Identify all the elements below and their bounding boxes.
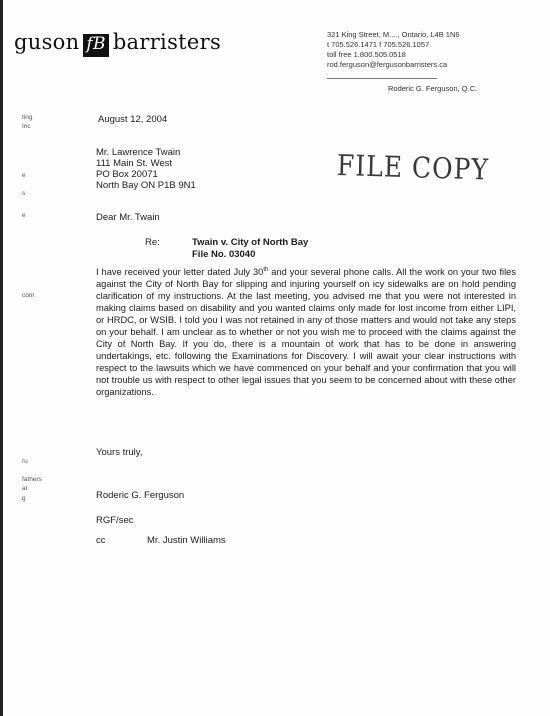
margin-note: g <box>22 495 26 502</box>
margin-note: e <box>22 172 26 179</box>
body-paragraph <box>96 266 516 398</box>
margin-note: ru <box>22 458 28 465</box>
re-file-number: File No. 03040 <box>192 249 256 260</box>
logo-text-right: barristers <box>112 30 222 54</box>
email-line: rod.ferguson@fergusonbarristers.ca <box>327 60 448 69</box>
firm-address <box>327 30 460 70</box>
margin-note: ting <box>22 114 33 121</box>
body-text-rest: and your several phone calls. All the work on your two files against the City of North Bay for slipping and injuring yourself on icy sidewalks are on hold pending clarification of my instructions. At the last meeting, you advised me that you were not interested in making claims based on disability and you wanted claims only made for lost income from either LIPI, or HRDC, or WSIB. I told you I was not retained in any of those matters and would not take any steps on your behalf. I am unclear as to whether or not you wish me to proceed with the claims against the City of North Bay. If you do, there is a mountain of work that has to be done in answering undertakings, etc. following the Examinations for Discovery. I will await your clear instructions with respect to the lawsuits which we have commenced on your behalf and your confirmation that you will not trouble us with respect to other legal issues that you seem to be concerned about with these other organizations. <box>96 267 516 397</box>
signer-name: Roderic G. Ferguson <box>96 490 185 501</box>
recipient-line: PO Box 20071 <box>96 169 158 180</box>
header-rule <box>327 78 437 79</box>
monogram-icon: fB <box>83 34 108 57</box>
margin-note: fathers <box>22 476 42 483</box>
margin-note: com <box>22 292 35 299</box>
typist-initials: RGF/sec <box>96 515 134 526</box>
salutation: Dear Mr. Twain <box>96 212 160 223</box>
margin-note: e <box>22 212 26 219</box>
re-subject: Twain v. City of North Bay <box>192 237 309 248</box>
cc-recipient: Mr. Justin Williams <box>147 535 226 546</box>
file-copy-stamp: FILE COPY <box>336 148 490 187</box>
margin-note: Inc <box>22 123 31 130</box>
scan-edge <box>0 0 3 716</box>
re-label: Re: <box>145 237 160 248</box>
body-text-start: I have received your letter dated July 30 <box>96 267 264 277</box>
letter-date: August 12, 2004 <box>98 114 168 125</box>
recipient-line: 111 Main St. West <box>96 158 173 169</box>
ordinal-suffix: th <box>263 266 269 273</box>
header-signatory: Roderic G. Ferguson, Q.C. <box>388 84 478 93</box>
address-line: 321 King Street, M...., Ontario, L4B 1N6 <box>327 30 460 39</box>
logo-text-left: guson <box>14 30 80 54</box>
cc-label: cc <box>96 535 106 546</box>
tollfree-line: toll free 1.800.505.0518 <box>327 50 406 59</box>
margin-note: s <box>22 190 26 197</box>
margin-note: ar <box>22 485 28 492</box>
recipient-line: North Bay ON P1B 9N1 <box>96 180 196 191</box>
firm-logo <box>14 30 221 57</box>
recipient-line: Mr. Lawrence Twain <box>96 147 181 158</box>
phone-line: t 705.526.1471 f 705.526.1057 <box>327 40 430 49</box>
closing: Yours truly, <box>96 447 143 458</box>
